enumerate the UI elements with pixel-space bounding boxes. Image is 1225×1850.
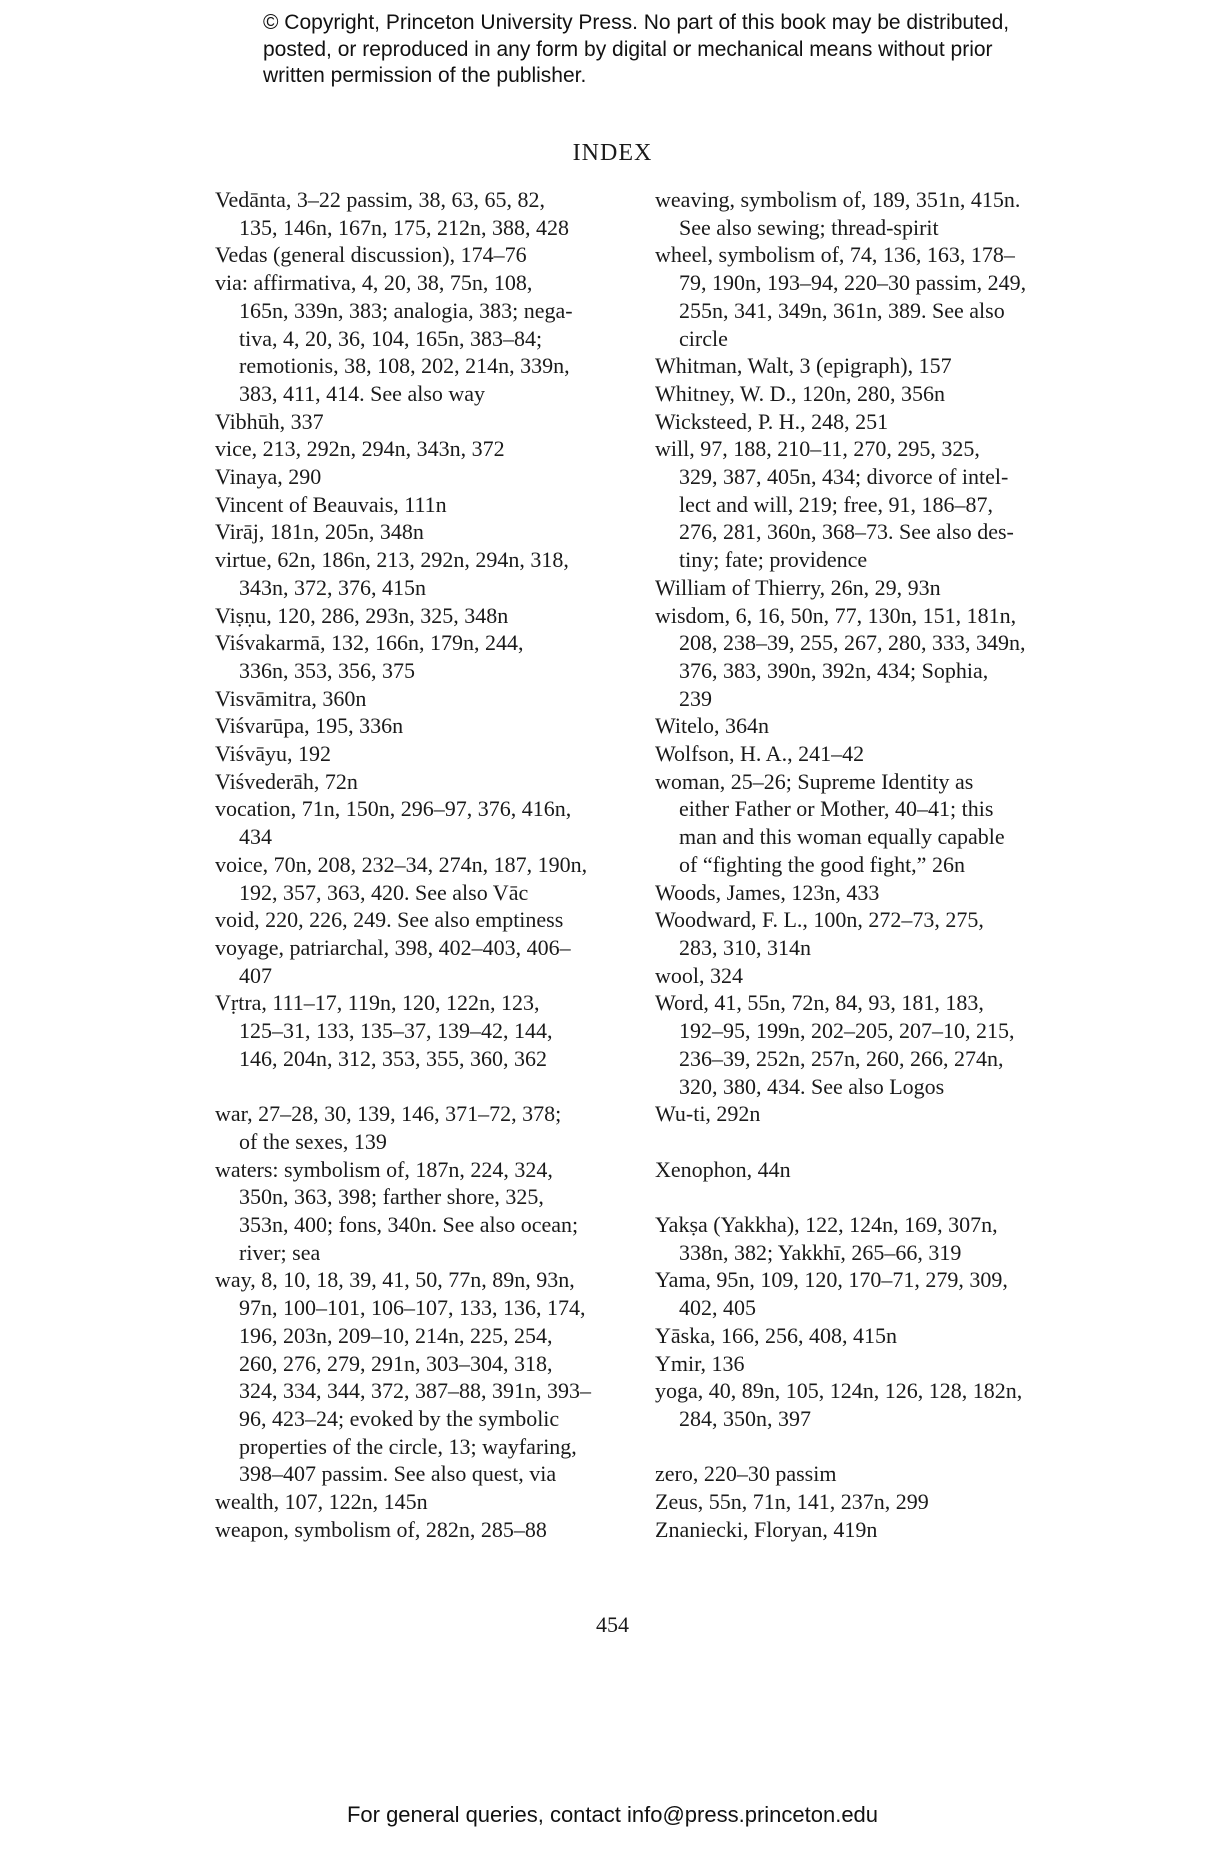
index-entry: Viśvederāh, 72n	[215, 768, 358, 794]
index-entry: wisdom, 6, 16, 50n, 77, 130n, 151, 181n, 208, 238–39, 255, 267, 280, 333, 349n, 376, 383, 390n, 392n, 434; Sophia, 239	[655, 602, 1026, 711]
index-entry: Viṣṇu, 120, 286, 293n, 325, 348n	[215, 602, 509, 628]
index-entry: vocation, 71n, 150n, 296–97, 376, 416n, 434	[215, 796, 572, 850]
index-entry: Whitney, W. D., 120n, 280, 356n	[655, 380, 946, 406]
index-entry: via: affirmativa, 4, 20, 38, 75n, 108, 165n, 339n, 383; analogia, 383; nega- tiva, 4, 20, 36, 104, 165n, 383–84; remotionis, 38, 108, 202, 214n, 339n, 383, 411, 414. See also way	[215, 270, 573, 406]
index-entry: Vincent of Beauvais, 111n	[215, 491, 447, 517]
index-entry: vice, 213, 292n, 294n, 343n, 372	[215, 436, 505, 462]
index-entry: war, 27–28, 30, 139, 146, 371–72, 378; of the sexes, 139	[215, 1101, 562, 1154]
index-entry: zero, 220–30 passim	[655, 1461, 837, 1487]
index-entry: Viśvarūpa, 195, 336n	[215, 713, 404, 739]
index-entry: Wu-ti, 292n	[655, 1101, 761, 1127]
index-entry: weaving, symbolism of, 189, 351n, 415n. See also sewing; thread-spirit	[655, 187, 1021, 240]
index-entry: woman, 25–26; Supreme Identity as either Father or Mother, 40–41; this man and this woman equally capable of “fighting the good fight,” 26n	[655, 768, 1005, 877]
index-entry: weapon, symbolism of, 282n, 285–88	[215, 1516, 547, 1542]
index-entry: Whitman, Walt, 3 (epigraph), 157	[655, 353, 952, 379]
index-entry: Xenophon, 44n	[655, 1156, 791, 1182]
index-entry: Viśvakarmā, 132, 166n, 179n, 244, 336n, 353, 356, 375	[215, 630, 524, 683]
index-entry: Vedānta, 3–22 passim, 38, 63, 65, 82, 135, 146n, 167n, 175, 212n, 388, 428	[215, 187, 569, 240]
index-entry: Zeus, 55n, 71n, 141, 237n, 299	[655, 1489, 929, 1514]
index-entry: Vibhūh, 337	[215, 408, 324, 434]
footer-contact: For general queries, contact info@press.princeton.edu	[346, 1802, 879, 1827]
index-entry: Woods, James, 123n, 433	[655, 879, 880, 905]
index-entry: wealth, 107, 122n, 145n	[215, 1489, 428, 1515]
index-entry: Yama, 95n, 109, 120, 170–71, 279, 309, 402, 405	[655, 1267, 1008, 1321]
index-entry: virtue, 62n, 186n, 213, 292n, 294n, 318, 343n, 372, 376, 415n	[215, 547, 569, 600]
index-entry: will, 97, 188, 210–11, 270, 295, 325, 329, 387, 405n, 434; divorce of intel- lect and will, 219; free, 91, 186–87, 276, 281, 360n, 368–73. See also des- tiny; fate; providence	[655, 436, 1014, 573]
page-title: INDEX	[572, 140, 653, 166]
index-entry: Word, 41, 55n, 72n, 84, 93, 181, 183, 192–95, 199n, 202–205, 207–10, 215, 236–39, 252n, 257n, 260, 266, 274n, 320, 380, 434. See also Logos	[655, 990, 1015, 1099]
index-entry: Yāska, 166, 256, 408, 415n	[655, 1322, 897, 1348]
index-entry: yoga, 40, 89n, 105, 124n, 126, 128, 182n, 284, 350n, 397	[655, 1378, 1023, 1431]
index-entry: waters: symbolism of, 187n, 224, 324, 350n, 363, 398; farther shore, 325, 353n, 400; fons, 340n. See also ocean; river; sea	[215, 1156, 579, 1265]
index-entry: void, 220, 226, 249. See also emptiness	[215, 907, 564, 933]
index-entry: way, 8, 10, 18, 39, 41, 50, 77n, 89n, 93n, 97n, 100–101, 106–107, 133, 136, 174, 196, 203n, 209–10, 214n, 225, 254, 260, 276, 279, 291n, 303–304, 318, 324, 334, 344, 372, 387–88, 391n, 393– 96, 423–24; evoked by the symbolic properties of the circle, 13; wayfaring, 398–407 passim. See also quest, via	[215, 1267, 591, 1487]
index-entry: William of Thierry, 26n, 29, 93n	[655, 574, 941, 600]
page-number: 454	[596, 1612, 629, 1637]
index-entry: Znaniecki, Floryan, 419n	[655, 1516, 878, 1542]
index-entry: Ymir, 136	[655, 1350, 745, 1376]
index-entry: Vinaya, 290	[215, 464, 322, 490]
index-column-left	[215, 186, 635, 1543]
copyright-notice: © Copyright, Princeton University Press. No part of this book may be distributed, posted, or reproduced in any form by digital or mechanical means without prior written permission of the publisher.	[263, 11, 1010, 87]
index-entry: Virāj, 181n, 205n, 348n	[215, 519, 424, 545]
index-entry: Wicksteed, P. H., 248, 251	[655, 408, 889, 434]
index-entry: voyage, patriarchal, 398, 402–403, 406– 407	[215, 934, 571, 988]
index-entry: Wolfson, H. A., 241–42	[655, 741, 865, 767]
index-entry: Yakṣa (Yakkha), 122, 124n, 169, 307n, 338n, 382; Yakkhī, 265–66, 319	[655, 1211, 998, 1265]
index-entry: Vṛtra, 111–17, 119n, 120, 122n, 123, 125–31, 133, 135–37, 139–42, 144, 146, 204n, 312, 353, 355, 360, 362	[215, 990, 553, 1071]
index-entry: Witelo, 364n	[655, 713, 769, 739]
index-entry: Woodward, F. L., 100n, 272–73, 275, 283, 310, 314n	[655, 907, 984, 960]
index-entry: Vedas (general discussion), 174–76	[215, 242, 527, 268]
index-entry: Visvāmitra, 360n	[215, 685, 367, 711]
index-entry: wool, 324	[655, 962, 743, 988]
index-entry: voice, 70n, 208, 232–34, 274n, 187, 190n, 192, 357, 363, 420. See also Vāc	[215, 851, 588, 905]
index-column-right	[655, 186, 1075, 1543]
index-entry: wheel, symbolism of, 74, 136, 163, 178– 79, 190n, 193–94, 220–30 passim, 249, 255n, 341, 349n, 361n, 389. See also circle	[655, 242, 1027, 351]
index-entry: Viśvāyu, 192	[215, 741, 332, 767]
